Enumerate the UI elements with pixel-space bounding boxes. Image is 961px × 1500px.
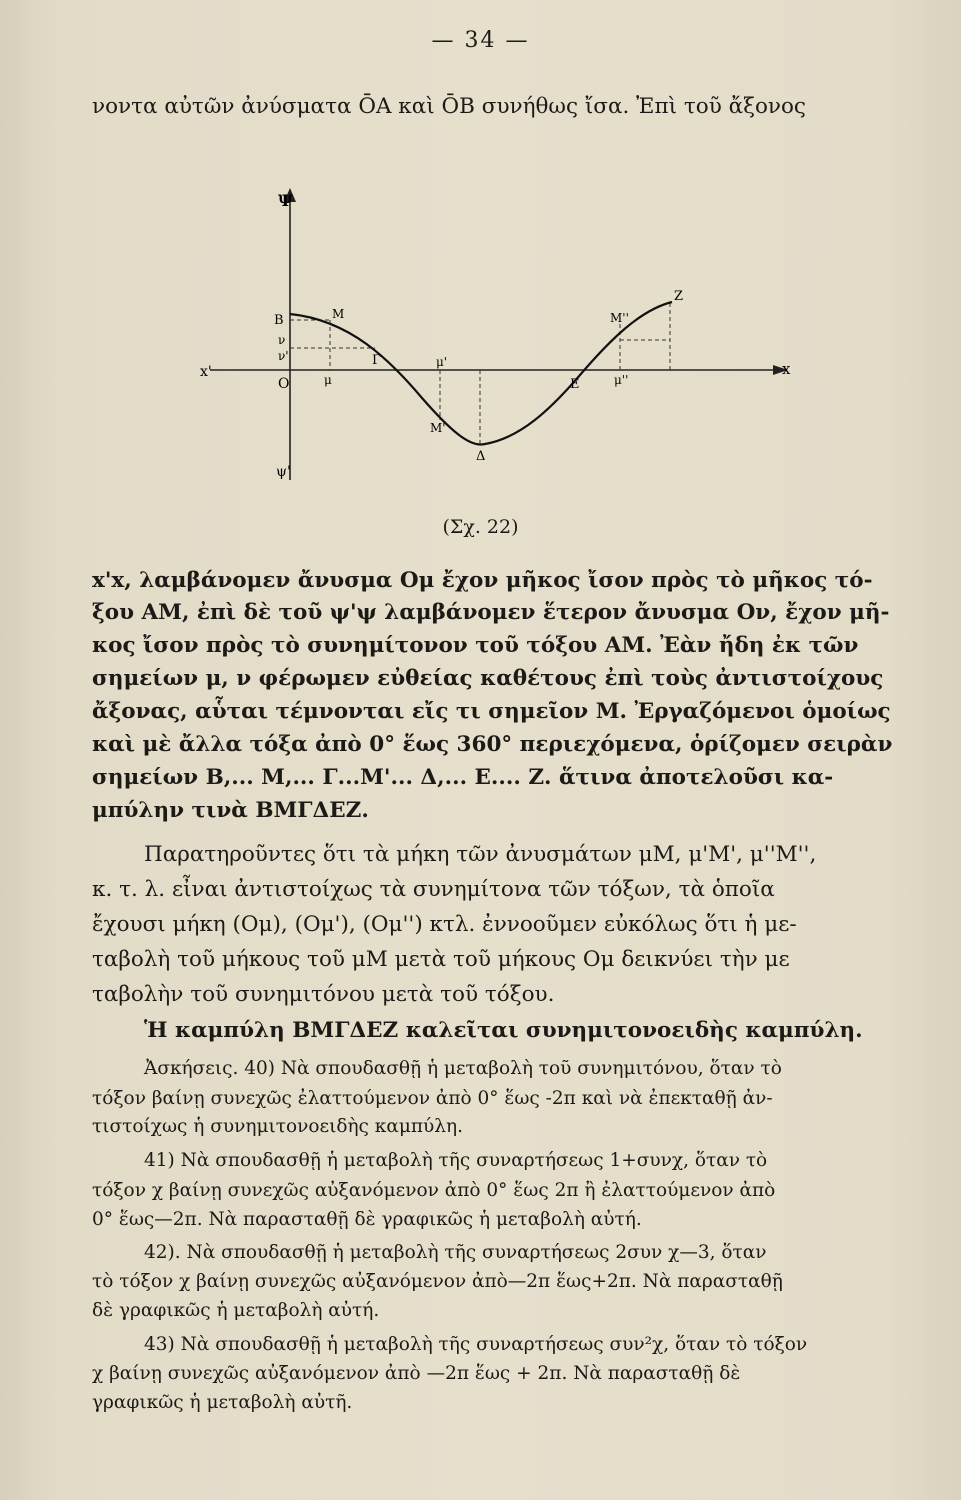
text-line: τόξον χ βαίνῃ συνεχῶς αὐξανόμενον ἀπὸ 0° ἕως 2π ἢ ἐλαττούμενον ἀπὸ <box>92 1180 776 1201</box>
label-Z: Z <box>674 289 684 304</box>
text-line: κος ἴσον πρὸς τὸ συνημίτονον τοῦ τόξου ΑΜ. Ἐὰν ἤδη ἐκ τῶν <box>92 633 859 658</box>
text-line: νοντα αὐτῶν ἀνύσματα ŌA καὶ ŌB συνήθως ἴσα. Ἐπὶ τοῦ ἄξονος <box>92 94 806 119</box>
text-line: τόξον βαίνῃ συνεχῶς ἐλαττούμενον ἀπὸ 0° ἕως -2π καὶ νὰ ἐπεκταθῇ ἀν- <box>92 1088 773 1109</box>
text-line: ἄξονας, αὗται τέμνονται εἴς τι σημεῖον Μ. Ἐργαζόμενοι ὁμοίως <box>92 699 891 724</box>
text-line: κ. τ. λ. εἶναι ἀντιστοίχως τὰ συνημίτονα τῶν τόξων, τὰ ὁποῖα <box>92 877 775 902</box>
label-E: E <box>570 377 580 392</box>
text-line: x'x, λαμβάνομεν ἄνυσμα Ομ ἔχον μῆκος ἴσον πρὸς τὸ μῆκος τό- <box>92 568 873 593</box>
text-line: 42). Νὰ σπουδασθῇ ἡ μεταβολὴ τῆς συναρτήσεως 2συν χ—3, ὅταν <box>144 1242 767 1263</box>
label-origin: O <box>278 376 290 392</box>
text-line: χ βαίνῃ συνεχῶς αὐξανόμενον ἀπὸ —2π ἕως + 2π. Νὰ παρασταθῇ δὲ <box>92 1363 741 1384</box>
label-M: M <box>332 307 345 321</box>
text-line: Παρατηροῦντες ὅτι τὰ μήκη τῶν ἀνυσμάτων μΜ, μ'Μ', μ''Μ'', <box>144 842 817 867</box>
label-x: x <box>782 360 791 378</box>
label-mu-prime: μ' <box>436 355 448 369</box>
text-line: μπύλην τινὰ ΒΜΓΔΕΖ. <box>92 798 369 823</box>
page-number: — 34 — <box>431 28 530 53</box>
text-line: σημείων μ, ν φέρωμεν εὐθείας καθέτους ἐπὶ τοὺς ἀντιστοίχους <box>92 666 884 691</box>
text-line: δὲ γραφικῶς ἡ μεταβολὴ αὐτή. <box>92 1300 380 1321</box>
text-line: τιστοίχως ἡ συνημιτονοειδὴς καμπύλη. <box>92 1116 463 1137</box>
label-nu: ν <box>278 333 286 347</box>
label-B: B <box>274 313 284 328</box>
label-Delta: Δ <box>476 449 486 464</box>
text-line: ταβολὴ τοῦ μήκους τοῦ μΜ μετὰ τοῦ μήκους Ομ δεικνύει τὴν με <box>92 947 790 972</box>
text-line: 0° ἕως—2π. Νὰ παρασταθῇ δὲ γραφικῶς ἡ μεταβολὴ αὐτή. <box>92 1209 642 1230</box>
label-x-prime: x' <box>200 364 212 380</box>
text-line: Ἡ καμπύλη ΒΜΓΔΕΖ καλεῖται συνημιτονοειδὴς καμπύλη. <box>144 1018 863 1043</box>
label-M-prime: M' <box>430 421 446 435</box>
text-line: καὶ μὲ ἄλλα τόξα ἀπὸ 0° ἕως 360° περιεχόμενα, ὁρίζομεν σειρὰν <box>92 732 893 757</box>
text-line: Ἀσκήσεις. 40) Νὰ σπουδασθῇ ἡ μεταβολὴ τοῦ συνημιτόνου, ὅταν τὸ <box>144 1058 782 1079</box>
text-line: ἔχουσι μήκη (Ομ), (Ομ'), (Ομ'') κτλ. ἐννοοῦμεν εὐκόλως ὅτι ἡ με- <box>92 912 797 937</box>
text-line: γραφικῶς ἡ μεταβολὴ αὐτῆ. <box>92 1392 353 1413</box>
label-mu: μ <box>324 373 332 387</box>
label-Gamma: Γ <box>372 353 382 368</box>
text-line: τὸ τόξον χ βαίνῃ συνεχῶς αὐξανόμενον ἀπὸ—2π ἕως+2π. Νὰ παρασταθῇ <box>92 1271 783 1292</box>
label-mu-double-prime: μ'' <box>614 373 629 387</box>
figure-caption: (Σχ. 22) <box>442 516 519 538</box>
text-line: 43) Νὰ σπουδασθῇ ἡ μεταβολὴ τῆς συναρτήσεως συν²χ, ὅταν τὸ τόξον <box>144 1334 808 1355</box>
text-line: ταβολὴν τοῦ συνημιτόνου μετὰ τοῦ τόξου. <box>92 982 555 1007</box>
cosine-curve-figure <box>190 180 800 510</box>
text-line: 41) Νὰ σπουδασθῇ ἡ μεταβολὴ τῆς συναρτήσεως 1+συνχ, ὅταν τὸ <box>144 1150 768 1171</box>
label-psi-prime: ψ' <box>276 464 291 480</box>
label-M-double-prime: M'' <box>610 311 629 325</box>
text-line: ξου ΑΜ, ἐπὶ δὲ τοῦ ψ'ψ λαμβάνομεν ἕτερον ἄνυσμα Ον, ἔχον μῆ- <box>92 600 890 625</box>
label-nu-prime: ν' <box>278 349 289 363</box>
text-line: σημείων Β,... Μ,... Γ...Μ'... Δ,... Ε.... Ζ. ἅτινα ἀποτελοῦσι κα- <box>92 765 834 790</box>
label-psi: Ψ <box>278 191 293 210</box>
